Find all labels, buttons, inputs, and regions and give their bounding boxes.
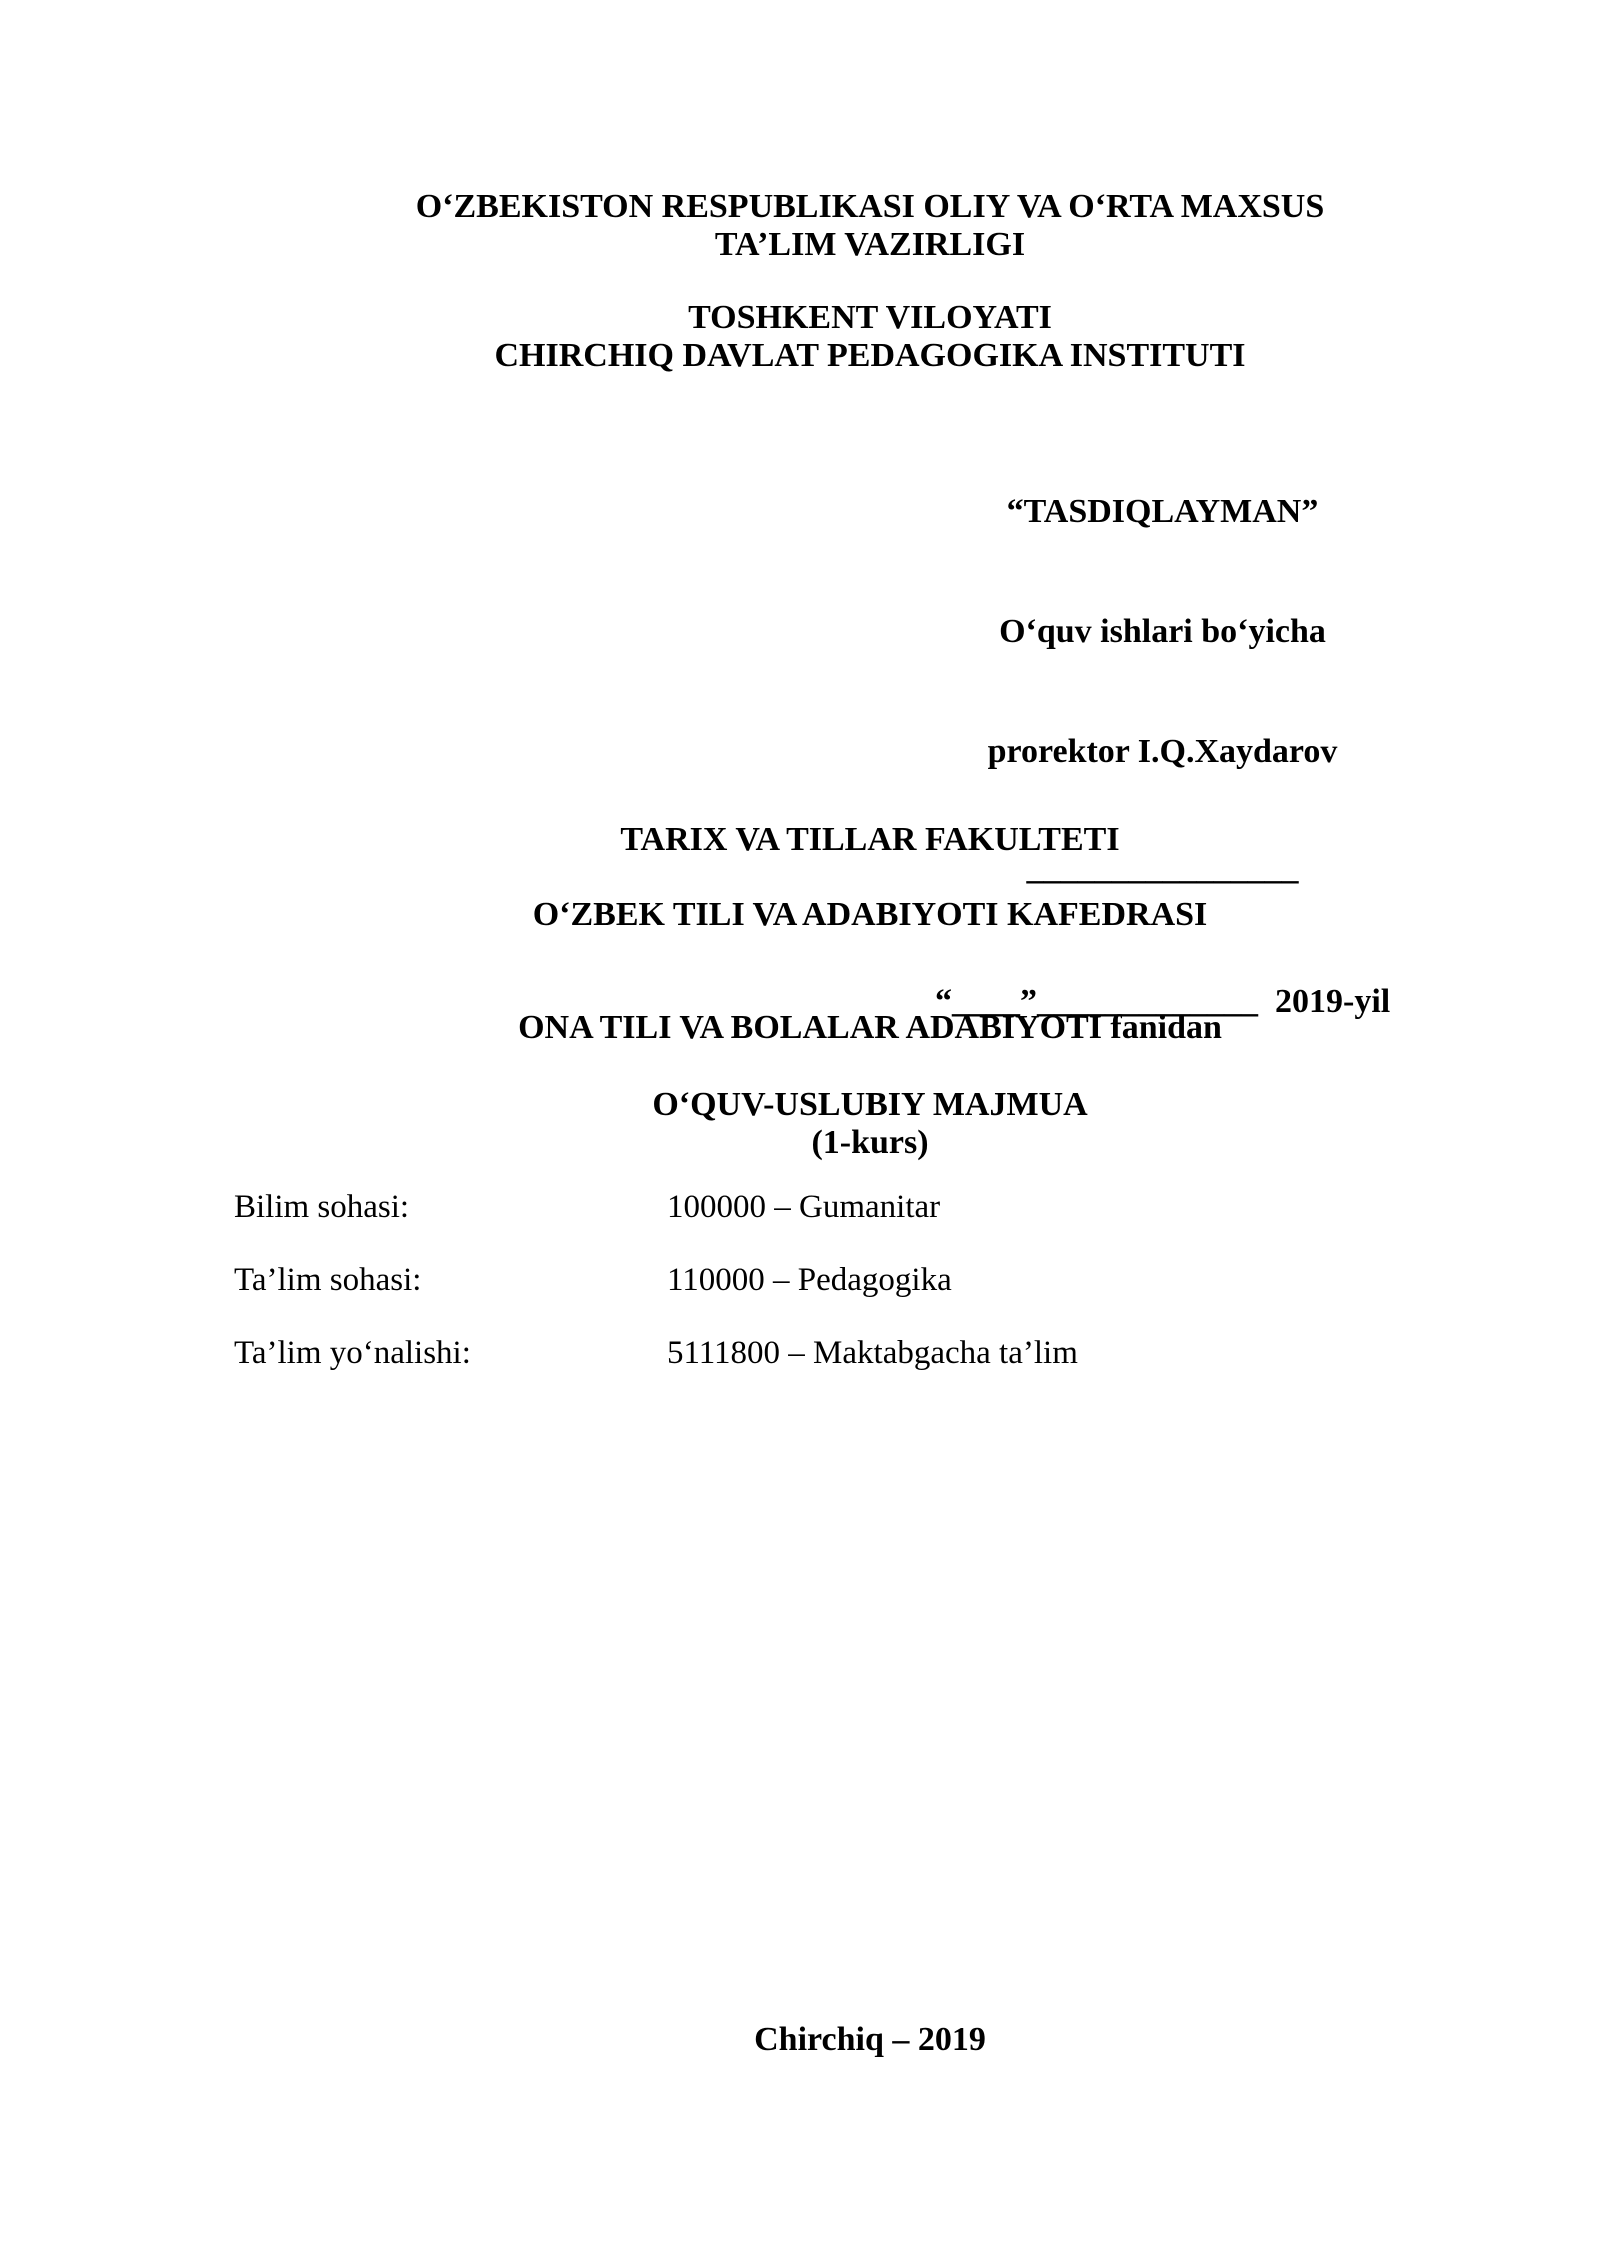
subject-line <box>240 1009 1500 1047</box>
field-value: 5111800 – Maktabgacha ta’lim <box>667 1335 1078 1371</box>
faculty-title <box>240 821 1500 859</box>
institute-header <box>240 299 1500 375</box>
footer-city-year-text: Chirchiq – 2019 <box>754 2021 986 2058</box>
ministry-header-line2: TA’LIM VAZIRLIGI <box>714 226 1026 263</box>
institute-header-line2: CHIRCHIQ DAVLAT PEDAGOGIKA INSTITUTI <box>494 337 1246 374</box>
approval-block <box>935 412 1390 1102</box>
field-label: Bilim sohasi: <box>234 1189 410 1225</box>
education-fields <box>234 1185 1434 1404</box>
approval-line2: O‘quv ishlari bo‘yicha <box>999 613 1326 650</box>
department-title-text: O‘ZBEK TILI VA ADABIYOTI KAFEDRASI <box>532 896 1208 933</box>
field-value: 100000 – Gumanitar <box>667 1189 941 1225</box>
subject-line-text: ONA TILI VA BOLALAR ADABIYOTI fanidan <box>518 1009 1222 1046</box>
footer-city-year <box>240 2021 1500 2059</box>
ministry-header-line1: O‘ZBEKISTON RESPUBLIKASI OLIY VA O‘RTA MAXSUS <box>415 188 1325 225</box>
majmua-title <box>240 1086 1500 1162</box>
majmua-title-line2: (1-kurs) <box>811 1124 929 1161</box>
field-label: Ta’lim sohasi: <box>234 1262 422 1298</box>
field-row-bilim-sohasi <box>234 1185 1434 1229</box>
field-row-talim-sohasi <box>234 1258 1434 1302</box>
ministry-header <box>240 188 1500 264</box>
institute-header-line1: TOSHKENT VILOYATI <box>688 299 1052 336</box>
majmua-title-line1: O‘QUV-USLUBIY MAJMUA <box>652 1086 1088 1123</box>
department-title <box>240 896 1500 934</box>
approval-line3: prorektor I.Q.Xaydarov <box>987 733 1338 770</box>
field-row-talim-yonalishi <box>234 1331 1434 1375</box>
approval-signature-line: ________________ <box>1026 850 1299 887</box>
field-value: 110000 – Pedagogika <box>667 1262 952 1298</box>
approval-date-line: “____”_____________ 2019-yil <box>935 983 1391 1020</box>
field-label: Ta’lim yo‘nalishi: <box>234 1335 471 1371</box>
faculty-title-text: TARIX VA TILLAR FAKULTETI <box>620 821 1120 858</box>
approval-title: “TASDIQLAYMAN” <box>1006 493 1319 530</box>
